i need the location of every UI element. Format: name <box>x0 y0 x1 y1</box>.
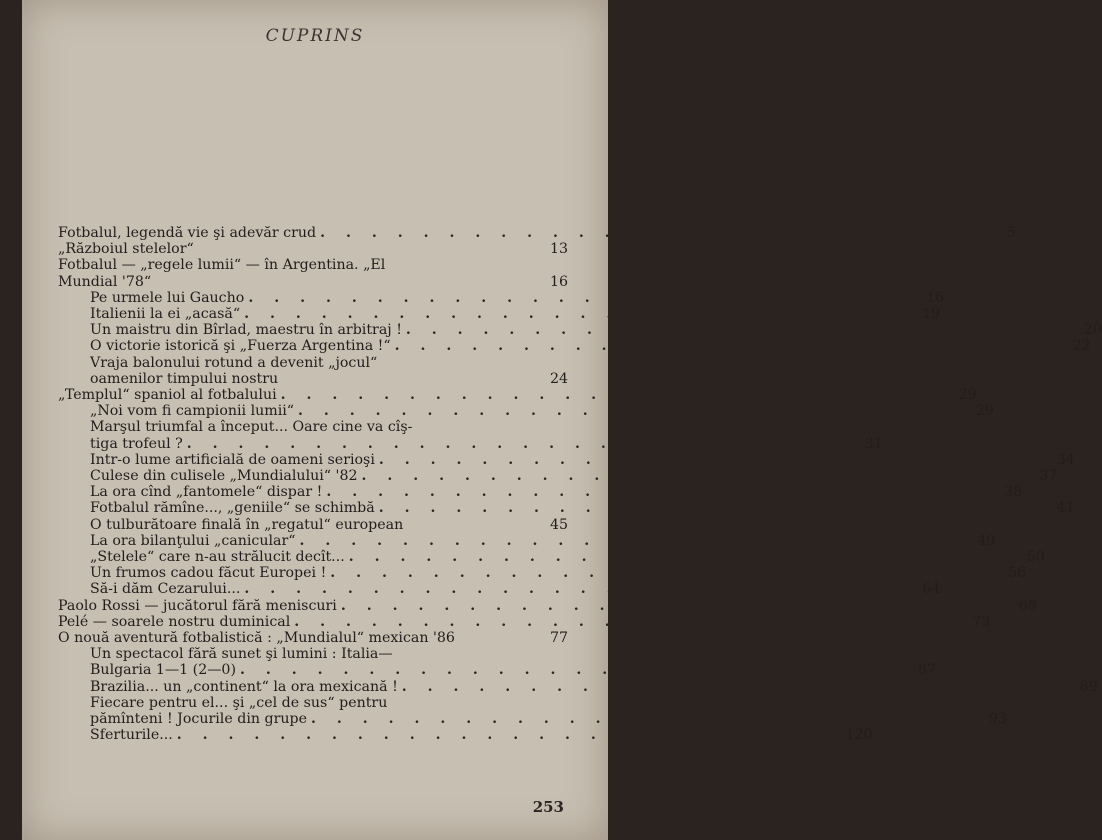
toc-entry-page: 64 <box>922 581 941 598</box>
toc-entry-title: tiga trofeul ? <box>90 435 183 452</box>
toc-entry <box>58 711 1007 728</box>
toc-entry-page: 89 <box>1079 678 1098 695</box>
toc-entry-page: 5 <box>1007 225 1017 241</box>
toc-leader-dots: . . . . . . . . . . . . . . . . . . . . . . . . . . <box>320 225 981 241</box>
toc-entry-page: 41 <box>1056 500 1075 517</box>
toc-entry-title: Pe urmele lui Gaucho <box>90 289 245 306</box>
toc-entry <box>58 306 941 323</box>
toc-entry <box>58 403 994 420</box>
table-of-contents <box>58 225 1102 744</box>
toc-entry <box>58 451 1075 468</box>
toc-entry <box>58 355 568 371</box>
toc-entry-title: Bulgaria 1—1 (2—0) <box>90 662 236 679</box>
toc-entry <box>58 387 977 404</box>
toc-entry-title: Culese din culisele „Mundialului“ '82 <box>90 468 358 485</box>
toc-entry-page: 16 <box>926 289 945 306</box>
toc-entry <box>58 371 568 387</box>
toc-leader-dots: . . . . . . . . . . . . . . . . . . . . . . . . . . <box>186 435 847 452</box>
page-number: 253 <box>532 798 564 816</box>
toc-leader-dots: . . . . . . . . . . . . . . . . . . . . . . . . . . <box>310 711 971 728</box>
toc-entry-page: 68 <box>1018 597 1037 614</box>
toc-entry-title: Un maistru din Bîrlad, maestru în arbitraj ! <box>90 322 402 339</box>
book-page <box>22 0 1102 840</box>
toc-entry <box>58 646 568 662</box>
toc-entry-page: 73 <box>972 613 991 630</box>
toc-entry-page: 56 <box>1008 565 1027 582</box>
toc-entry-title: Italienii la ei „acasă“ <box>90 306 241 323</box>
toc-entry-title: O tulburătoare finală în „regatul“ european <box>90 516 404 533</box>
toc-leader-dots: . . . . . . . . . . . . . . . . . . . . . . . . . . <box>348 549 1009 566</box>
toc-entry-title: „Războiul stelelor“ <box>58 241 194 258</box>
toc-entry-title: Un spectacol fără sunet şi lumini : Italia— <box>90 646 393 663</box>
toc-entry-title: Fiecare pentru el... şi „cel de sus“ pentru <box>90 694 388 711</box>
toc-entry <box>58 727 873 744</box>
toc-entry-title: pămînteni ! Jocurile din grupe <box>90 711 307 728</box>
toc-entry-title: Paolo Rossi — jucătorul fără meniscuri <box>58 597 337 614</box>
toc-entry <box>58 597 1037 614</box>
toc-leader-dots: . . . . . . . . . . . . . . . . . . . . . . . . . . <box>240 662 900 679</box>
toc-entry-title: Fotbalul, legendă vie şi adevăr crud <box>58 225 317 241</box>
toc-entry-page: 34 <box>1056 451 1075 468</box>
toc-leader-dots: . . . . . . . . . . . . . . . . . . . . . . . . . . <box>326 484 987 501</box>
toc-entry-title: Să-i dăm Cezarului... <box>90 581 241 598</box>
toc-entry <box>58 532 996 549</box>
toc-leader-dots: . . . . . . . . . . . . . . . . . . . . . . . . . . <box>248 289 909 306</box>
toc-entry-page: 29 <box>975 403 994 420</box>
toc-entry-title: Marşul triumfal a început... Oare cine va cîş- <box>90 419 413 436</box>
toc-entry-title: Fotbalul rămîne..., „geniile“ se schimbă <box>90 500 375 517</box>
toc-entry <box>58 517 568 533</box>
toc-entry-title: Sferturile... <box>90 727 173 744</box>
toc-entry <box>58 662 936 679</box>
toc-entry <box>58 338 1091 355</box>
toc-entry-title: „Templul“ spaniol al fotbalului <box>58 387 277 404</box>
toc-leader-dots: . . . . . . . . . . . . . . . . . . . . . . . . . . <box>378 500 1039 517</box>
toc-entry-title: O nouă aventură fotbalistică : „Mundialul“ mexican '86 <box>58 630 455 647</box>
toc-leader-dots: . . . . . . . . . . . . . . . . . . . . . . . . . . <box>340 597 1001 614</box>
toc-leader-dots: . . . . . . . . . . . . . . . . . . . . . . . . . . <box>244 306 905 323</box>
toc-entry <box>58 289 945 306</box>
toc-entry <box>58 225 1017 241</box>
toc-entry-title: Fotbalul — „regele lumii“ — în Argentina. „El <box>58 257 386 274</box>
toc-entry <box>58 468 1058 485</box>
toc-leader-dots: . . . . . . . . . . . . . . . . . . . . . . . . . . <box>280 387 941 404</box>
toc-entry-title: oamenilor timpului nostru <box>90 370 279 387</box>
toc-entry-page: 31 <box>864 435 883 452</box>
toc-leader-dots: . . . . . . . . . . . . . . . . . . . . . . . . . . <box>405 322 1066 339</box>
toc-leader-dots: . . . . . . . . . . . . . . . . . . . . . . . . . . <box>298 403 958 420</box>
toc-entry <box>58 435 883 452</box>
toc-entry-page: 24 <box>549 370 568 387</box>
toc-entry-page: 13 <box>549 241 568 258</box>
toc-entry-page: 22 <box>1072 338 1091 355</box>
toc-entry-page: 50 <box>1026 549 1045 566</box>
toc-entry <box>58 678 1098 695</box>
toc-entry <box>58 500 1075 517</box>
toc-entry <box>58 630 568 646</box>
toc-entry-title: Pelé — soarele nostru duminical <box>58 613 291 630</box>
toc-entry-title: Vraja balonului rotund a devenit „jocul“ <box>90 354 378 371</box>
toc-leader-dots: . . . . . . . . . . . . . . . . . . . . . . . . . . <box>176 727 837 744</box>
toc-entry <box>58 419 568 435</box>
toc-entry-page: 93 <box>988 711 1007 728</box>
toc-leader-dots: . . . . . . . . . . . . . . . . . . . . . . . . . . <box>244 581 905 598</box>
toc-entry-page: 87 <box>917 662 936 679</box>
toc-entry-page: 120 <box>845 727 873 744</box>
toc-leader-dots: . . . . . . . . . . . . . . . . . . . . . . . . . . <box>330 565 991 582</box>
toc-entry-title: La ora cînd „fantomele“ dispar ! <box>90 484 323 501</box>
toc-entry-page: 49 <box>977 532 996 549</box>
toc-leader-dots: . . . . . . . . . . . . . . . . . . . . . . . . . . <box>299 532 960 549</box>
toc-entry <box>58 565 1027 582</box>
toc-entry <box>58 322 1102 339</box>
toc-leader-dots: . . . . . . . . . . . . . . . . . . . . . . . . . . <box>394 338 1055 355</box>
toc-entry-page: 20 <box>1083 322 1102 339</box>
toc-entry <box>58 581 941 598</box>
toc-entry <box>58 549 1045 566</box>
toc-entry-page: 77 <box>549 630 568 647</box>
toc-entry-title: Intr-o lume artificială de oameni serioşi <box>90 451 375 468</box>
toc-entry-title: Brazilia... un „continent“ la ora mexicană ! <box>90 678 398 695</box>
toc-entry <box>58 241 568 257</box>
toc-entry-page: 38 <box>1004 484 1023 501</box>
toc-entry <box>58 484 1023 501</box>
toc-leader-dots: . . . . . . . . . . . . . . . . . . . . . . . . . . <box>401 678 1062 695</box>
toc-entry <box>58 613 991 630</box>
toc-entry-title: Mundial '78“ <box>58 273 152 290</box>
page-title: CUPRINS <box>265 26 365 46</box>
toc-entry-page: 45 <box>549 516 568 533</box>
toc-entry-title: „Stelele“ care n-au strălucit decît... <box>90 549 345 566</box>
toc-entry-title: Un frumos cadou făcut Europei ! <box>90 565 327 582</box>
toc-entry-page: 19 <box>921 306 941 323</box>
toc-entry-title: O victorie istorică şi „Fuerza Argentina !“ <box>90 338 391 355</box>
toc-leader-dots: . . . . . . . . . . . . . . . . . . . . . . . . . . <box>361 468 1022 485</box>
toc-leader-dots: . . . . . . . . . . . . . . . . . . . . . . . . . . <box>378 451 1039 468</box>
toc-entry <box>58 695 568 711</box>
toc-leader-dots: . . . . . . . . . . . . . . . . . . . . . . . . . . <box>294 613 955 630</box>
toc-entry <box>58 257 568 273</box>
toc-entry-title: „Noi vom fi campionii lumii“ <box>90 403 295 420</box>
toc-entry-title: La ora bilanţului „canicular“ <box>90 532 296 549</box>
toc-entry <box>58 274 568 290</box>
toc-entry-page: 37 <box>1039 468 1058 485</box>
toc-entry-page: 16 <box>549 273 568 290</box>
toc-entry-page: 29 <box>958 387 977 404</box>
